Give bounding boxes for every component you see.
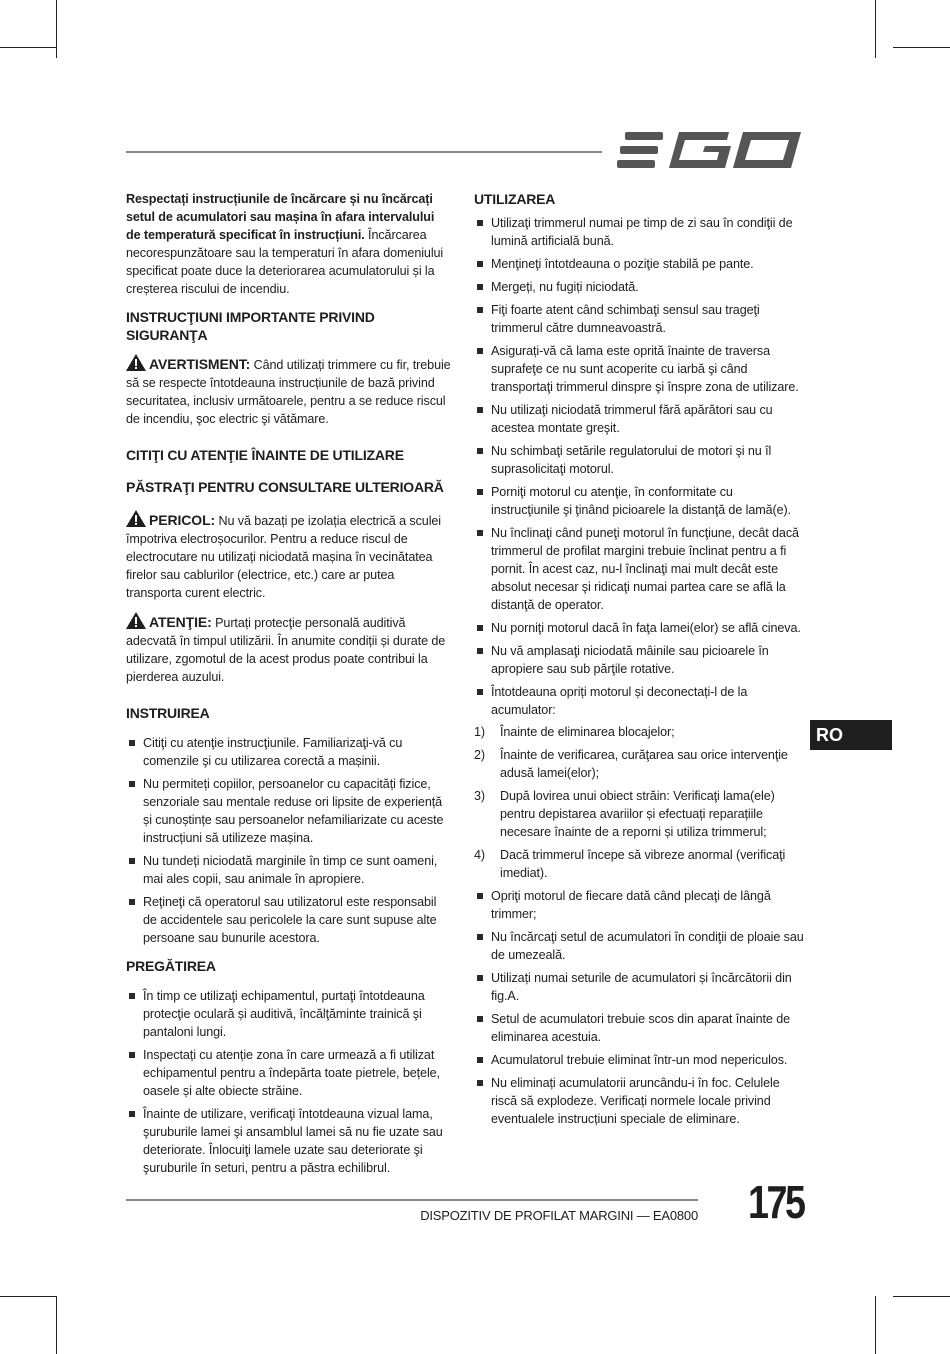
list-item: Utilizaţi trimmerul numai pe timp de zi sau în condiţii de lumină artificială bună. [474,214,804,250]
sublist-item [474,723,804,741]
crop-mark [0,47,57,48]
page-number: 175 [748,1176,804,1228]
sublist-number: 3) [474,789,485,803]
sublist-number: 1) [474,725,485,739]
heading-preparation: PREGĂTIREA [126,958,216,974]
list-item: În timp ce utilizaţi echipamentul, purtaţi întotdeauna protecţie oculară și auditivă, încălţăminte trainică şi pantaloni lungi. [126,987,452,1041]
heading-use: UTILIZAREA [474,191,556,207]
right-column [474,190,804,1133]
crop-mark [56,1296,57,1354]
list-item: Citiţi cu atenţie instrucţiunile. Familiarizaţi-vă cu comenzile şi cu utilizarea corectă a mașinii. [126,734,452,770]
list-item: Acumulatorul trebuie eliminat într-un mod nepericulos. [474,1051,804,1069]
heading-safety: INSTRUCŢIUNI IMPORTANTE PRIVIND SIGURANŢA [126,309,375,343]
list-item: Nu porniţi motorul dacă în faţa lamei(elor) se află cineva. [474,619,804,637]
list-item: Menţineţi întotdeauna o poziţie stabilă pe pante. [474,255,804,273]
crop-mark [875,1296,876,1354]
crop-mark [56,0,57,58]
warning-text: Când utilizați trimmere cu fir, trebuie să se respecte întotdeauna instrucțiunile de bază privind securitatea, inclusiv următoarele, pentru a se reduce riscul de incendiu, şoc electric şi vătămare. [126,358,451,426]
list-item: Înainte de utilizare, verificaţi întotdeauna vizual lama, şuruburile lamei şi ansamblul lamei să nu fie uzate sau deteriorate. Înlocuiţi lamele uzate sau deteriorate şi şuruburile în seturi, pentru a păstra echilibrul. [126,1105,452,1177]
list-item: Nu permiteți copiilor, persoanelor cu capacități fizice, senzoriale sau mentale reduse ori lipsite de experiență și cunoștințe sau persoanelor nefamiliarizate cu aceste instrucțiuni să utilizeze mașina. [126,775,452,847]
sublist-text: Înainte de verificarea, curăţarea sau orice intervenţie adusă lamei(elor); [500,748,788,780]
list-item: Nu înclinaţi când puneţi motorul în funcţiune, decât dacă trimmerul de profilat margini trebuie înclinat pentru a fi pornit. În acest caz, nu-l înclinaţi mai mult decât este absolut necesar şi ridicaţi numai partea care se află la distanţă de operator. [474,524,804,614]
list-item: Nu schimbaţi setările regulatorului de motori şi nu îl suprasolicitaţi motorul. [474,442,804,478]
list-item: Opriţi motorul de fiecare dată când plecaţi de lângă trimmer; [474,887,804,923]
list-item: Utilizați numai seturile de acumulatori și încărcătorii din fig.A. [474,969,804,1005]
list-item: Nu eliminați acumulatorii aruncându-i în foc. Celulele riscă să explodeze. Verificați normele locale privind eventualele instrucțiuni speciale de eliminare. [474,1074,804,1128]
charging-text: Încărcarea necorespunzătoare sau la temperaturi în afara domeniului specificat poate duce la deteriorarea acumulatorului și la creșterea riscului de incendiu. [126,228,444,296]
footer-title: DISPOZITIV DE PROFILAT MARGINI — EA0800 [420,1208,698,1223]
sublist-text: Dacă trimmerul începe să vibreze anormal (verificaţi imediat). [500,848,786,880]
sublist-item [474,787,804,841]
list-item: Nu vă amplasaţi niciodată mâinile sau picioarele în apropiere sau sub părţile rotative. [474,642,804,678]
use-list [474,214,804,1128]
warning-label: AVERTISMENT: [149,356,251,372]
warning-paragraph [126,354,452,428]
stop-motor-sublist [474,723,804,882]
list-item: Nu tundeți niciodată marginile în timp ce sunt oameni, mai ales copii, sau animale în apropiere. [126,852,452,888]
heading-training: INSTRUIREA [126,705,210,721]
crop-mark [875,0,876,58]
warning-icon [126,354,146,371]
sublist-text: După lovirea unui obiect străin: Verificaţi lama(ele) pentru depistarea avariilor și efectuați reparațiile necesare înainte de a reporni și utiliza trimmerul; [500,789,775,839]
list-item: Setul de acumulatori trebuie scos din aparat înainte de eliminarea acestuia. [474,1010,804,1046]
preparation-list [126,987,452,1177]
danger-label: PERICOL: [149,512,216,528]
list-item: Fiţi foarte atent când schimbaţi sensul sau trageţi trimmerul către dumneavoastră. [474,301,804,337]
sublist-item [474,846,804,882]
list-item: Inspectați cu atenție zona în care urmează a fi utilizat echipamentul pentru a îndepărta toate pietrele, bețele, oasele și alte obiecte străine. [126,1046,452,1100]
list-item: Nu utilizaţi niciodată trimmerul fără apărători sau cu acestea montate greşit. [474,401,804,437]
list-item: Asigurați-vă că lama este oprită înainte de traversa suprafeţe ce nu sunt acoperite cu iarbă şi când transportaţi trimmerul dinspre şi înspre zona de utilizare. [474,342,804,396]
list-item: Porniţi motorul cu atenţie, în conformitate cu instrucţiunile şi ţinând picioarele la distanţă de lamă(e). [474,483,804,519]
danger-text: Nu vă bazați pe izolația electrică a sculei împotriva electroșocurilor. Pentru a reduce riscul de electrocutare nu utilizați niciodată mașina în vecinătatea firelor sau cablurilor (electrice, etc.) care ar putea transporta curent electric. [126,514,441,600]
crop-mark [893,1296,950,1297]
charging-bold-text: Respectați instrucțiunile de încărcare și nu încărcați setul de acumulatori sau mașina în afara intervalului de temperatură specificat în instrucțiuni. [126,192,435,242]
footer-rule [126,1199,698,1201]
sublist-item [474,746,804,782]
stop-motor-text: Întotdeauna opriți motorul și deconectați-l de la acumulator: [491,685,748,717]
danger-icon [126,510,146,527]
crop-mark [893,47,950,48]
caution-label: ATENŢIE: [149,614,212,630]
left-column [126,190,452,1187]
language-tab: RO [810,720,892,750]
danger-paragraph [126,510,452,602]
heading-read-carefully: CITIŢI CU ATENŢIE ÎNAINTE DE UTILIZARE [126,447,404,463]
sublist-text: Înainte de eliminarea blocajelor; [500,725,675,739]
training-list [126,734,452,947]
charging-paragraph [126,190,452,298]
ego-logo [617,130,801,170]
list-item-stop-motor [474,683,804,882]
sublist-number: 4) [474,848,485,862]
list-item: Nu încărcaţi setul de acumulatori în condiţii de ploaie sau de umezeală. [474,928,804,964]
caution-icon [126,612,146,629]
list-item: Reţineţi că operatorul sau utilizatorul este responsabil de accidentele sau pericolele la care sunt supuse alte persoane sau bunurile acestora. [126,893,452,947]
heading-keep-for-reference: PĂSTRAŢI PENTRU CONSULTARE ULTERIOARĂ [126,479,444,495]
header-rule [126,151,602,153]
sublist-number: 2) [474,748,485,762]
list-item: Mergeți, nu fugiți niciodată. [474,278,804,296]
crop-mark [0,1296,57,1297]
caution-paragraph [126,612,452,686]
caution-text: Purtați protecţie personală auditivă adecvată în timpul utilizării. În anumite condiții și durate de utilizare, zgomotul de la acest produs poate contribui la pierderea auzului. [126,616,446,684]
